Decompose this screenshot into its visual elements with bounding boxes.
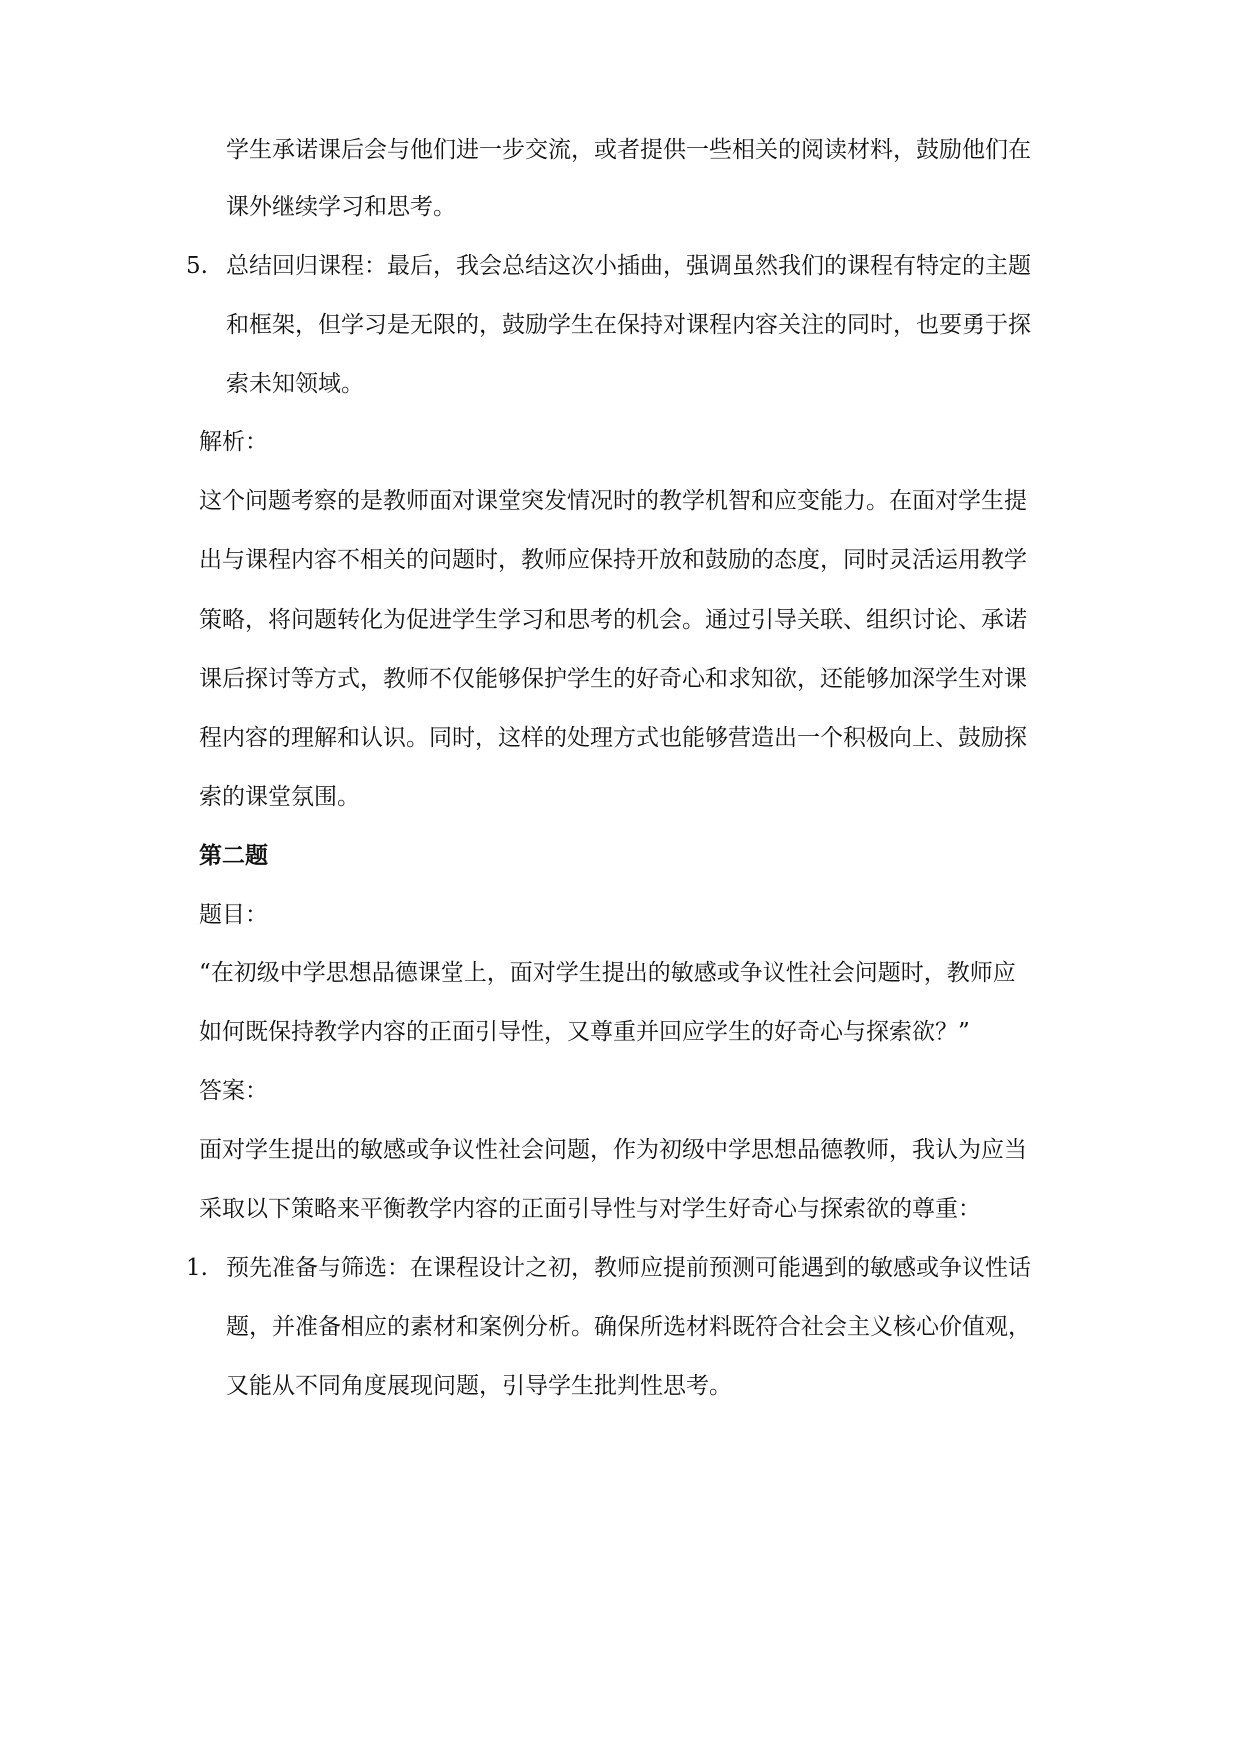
- section-title: 第二题: [199, 842, 268, 869]
- item1-number: 1.: [186, 1255, 208, 1281]
- question-label: 题目：: [199, 902, 268, 928]
- answer-label: 答案：: [199, 1078, 268, 1104]
- item5-line-3: 索未知领域。: [226, 371, 364, 397]
- item4-line-2: 课外继续学习和思考。: [226, 194, 456, 220]
- item1-line-3: 又能从不同角度展现问题，引导学生批判性思考。: [226, 1373, 732, 1399]
- item5-line-2: 和框架，但学习是无限的，鼓励学生在保持对课程内容关注的同时，也要勇于探: [226, 312, 1031, 338]
- analysis-line-1: 这个问题考察的是教师面对课堂突发情况时的教学机智和应变能力。在面对学生提: [199, 488, 1027, 514]
- item5-number: 5.: [186, 253, 208, 279]
- item5-line-1: 总结回归课程：最后，我会总结这次小插曲，强调虽然我们的课程有特定的主题: [226, 253, 1031, 279]
- item1-line-2: 题，并准备相应的素材和案例分析。确保所选材料既符合社会主义核心价值观，: [226, 1314, 1031, 1340]
- question-line-1: “在初级中学思想品德课堂上，面对学生提出的敏感或争议性社会问题时，教师应: [199, 960, 1016, 986]
- question-line-2: 如何既保持教学内容的正面引导性，又尊重并回应学生的好奇心与探索欲？”: [199, 1019, 970, 1045]
- analysis-line-2: 出与课程内容不相关的问题时，教师应保持开放和鼓励的态度，同时灵活运用教学: [199, 547, 1027, 573]
- analysis-line-4: 课后探讨等方式，教师不仅能够保护学生的好奇心和求知欲，还能够加深学生对课: [199, 666, 1027, 692]
- answer-line-2: 采取以下策略来平衡教学内容的正面引导性与对学生好奇心与探索欲的尊重：: [199, 1196, 981, 1222]
- item1-line-1: 预先准备与筛选：在课程设计之初，教师应提前预测可能遇到的敏感或争议性话: [226, 1255, 1031, 1281]
- answer-line-1: 面对学生提出的敏感或争议性社会问题，作为初级中学思想品德教师，我认为应当: [199, 1137, 1027, 1163]
- analysis-line-3: 策略，将问题转化为促进学生学习和思考的机会。通过引导关联、组织讨论、承诺: [199, 607, 1027, 633]
- analysis-line-5: 程内容的理解和认识。同时，这样的处理方式也能够营造出一个积极向上、鼓励探: [199, 725, 1027, 751]
- item4-line-1: 学生承诺课后会与他们进一步交流，或者提供一些相关的阅读材料，鼓励他们在: [226, 137, 1031, 163]
- analysis-label: 解析：: [199, 429, 268, 455]
- analysis-line-6: 索的课堂氛围。: [199, 784, 360, 810]
